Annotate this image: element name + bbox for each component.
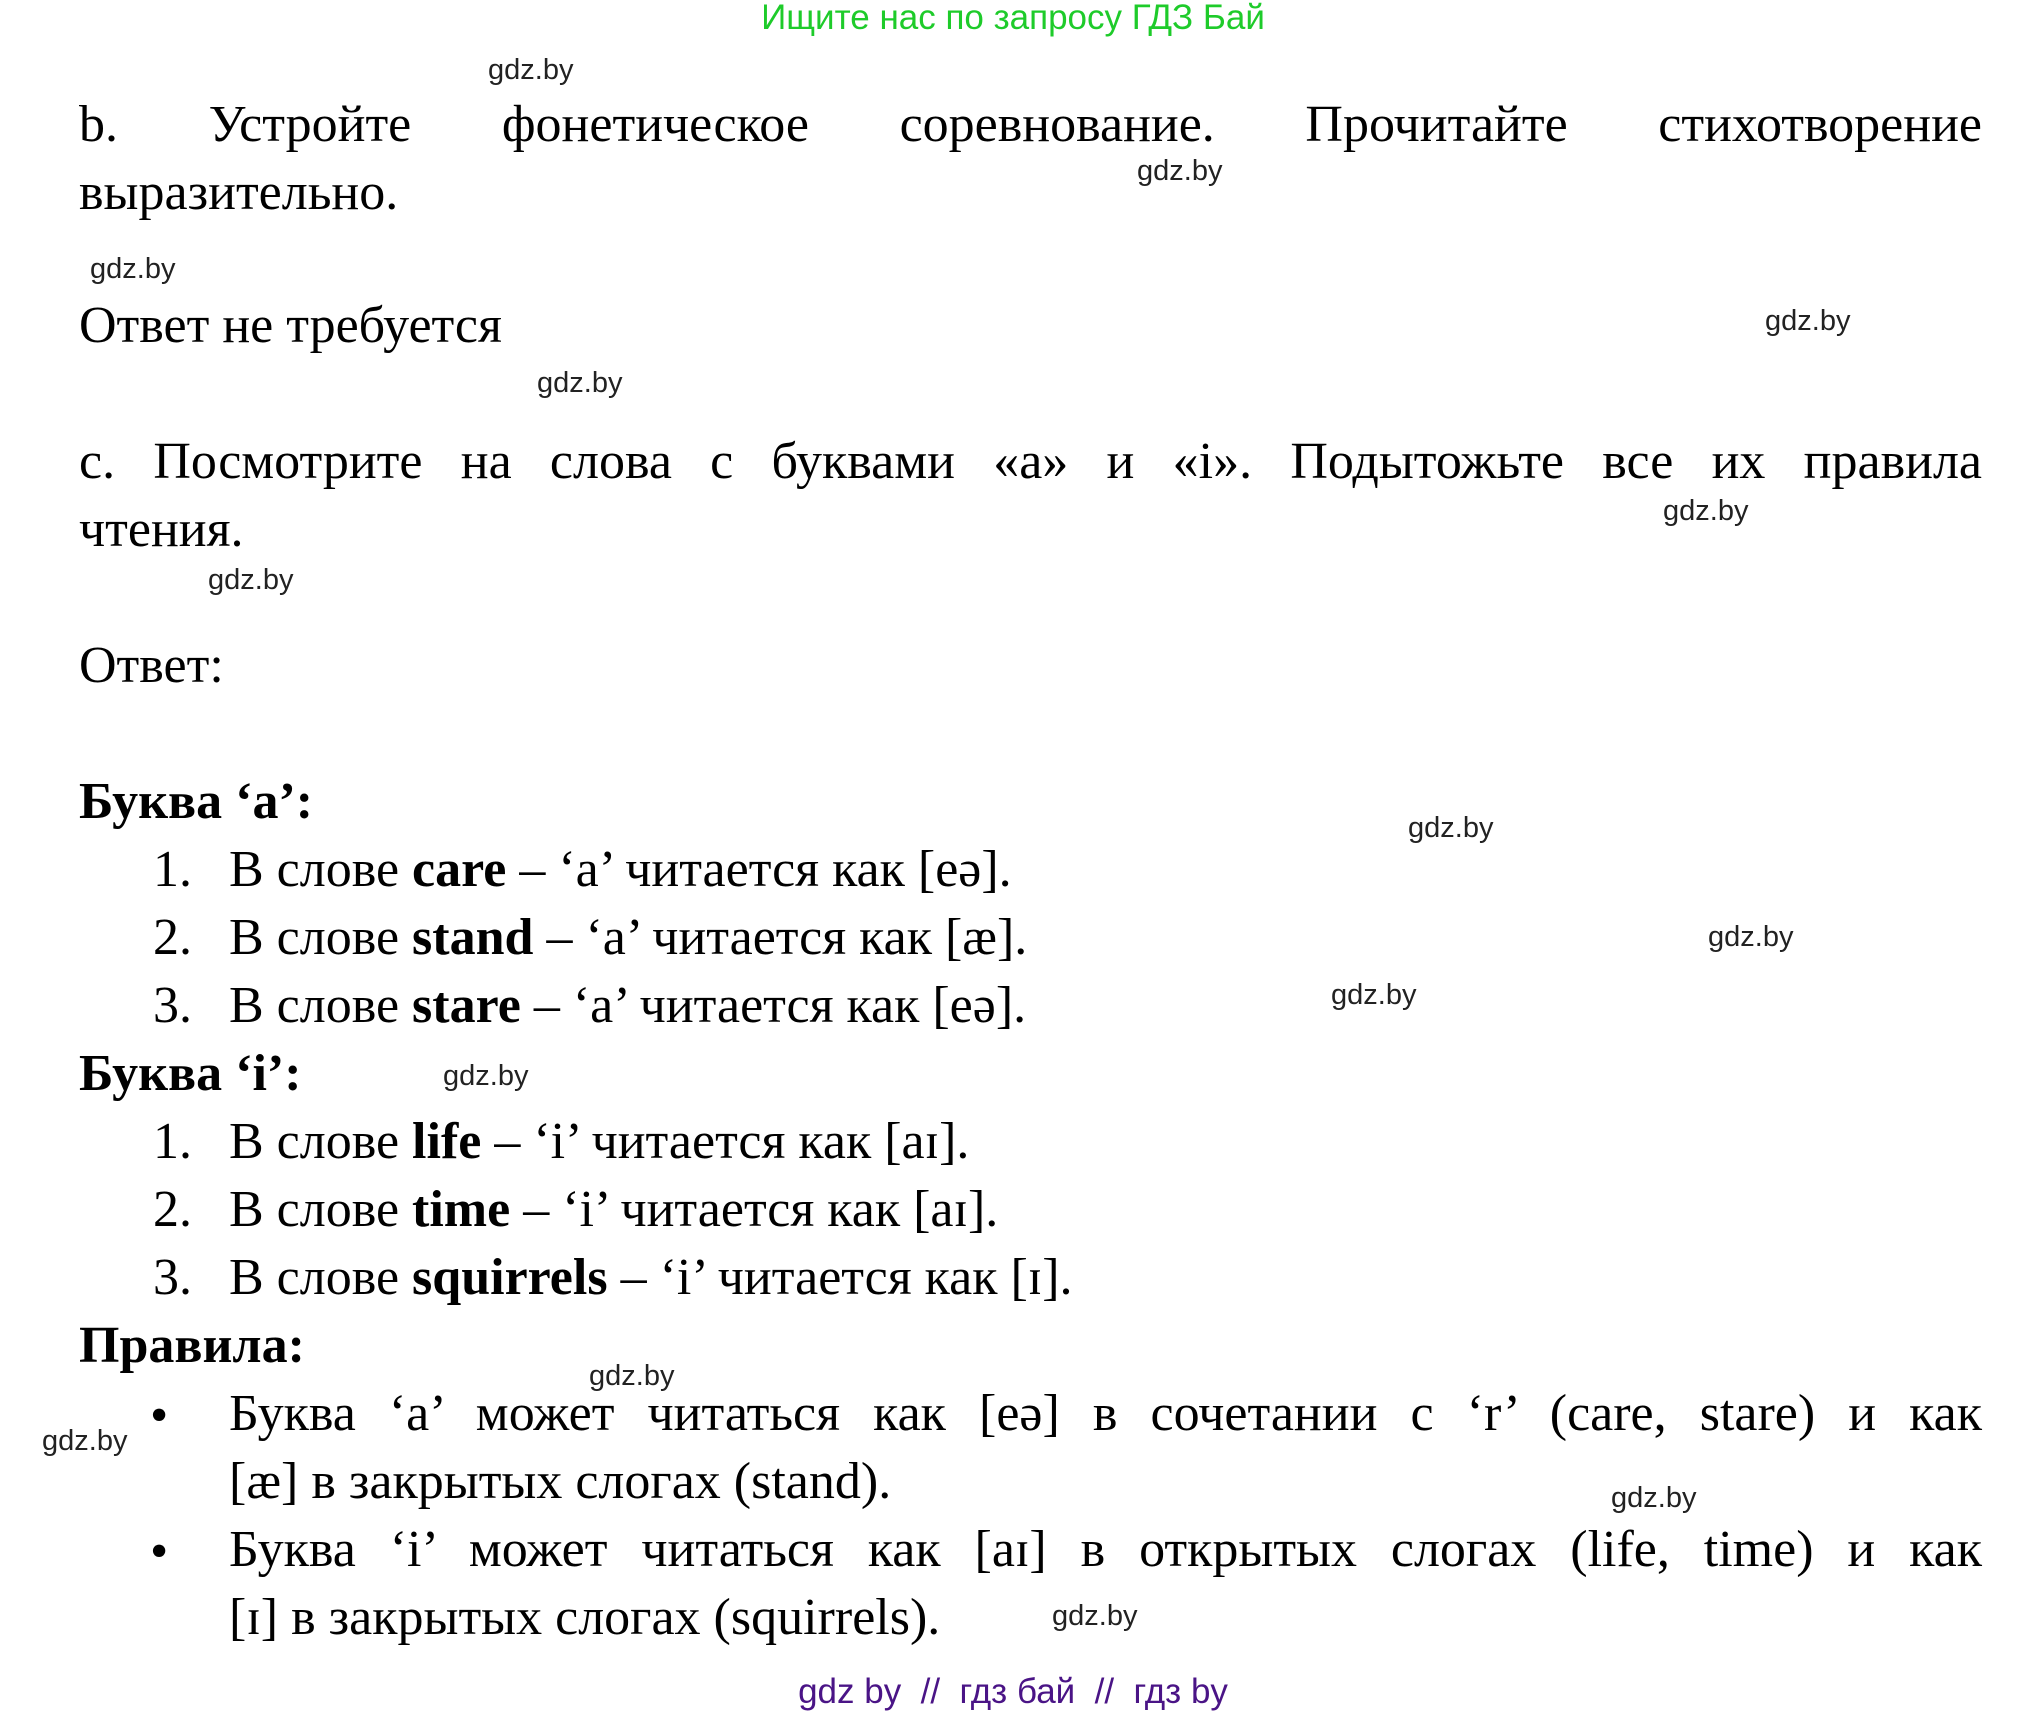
- task-c-answer-label: Ответ:: [79, 637, 224, 694]
- letter-a-heading: Буква ‘a’:: [79, 773, 314, 830]
- footer-site-links: gdz by // гдз бай // гдз by: [798, 1672, 1228, 1711]
- watermark: gdz.by: [1408, 812, 1494, 844]
- rule-i-line-2: [ɪ] в закрытых слогах (squirrels).: [229, 1589, 941, 1646]
- example-word: stand: [412, 909, 534, 966]
- watermark: gdz.by: [443, 1060, 529, 1092]
- list-item: 2. В слове time – ‘i’ читается как [aɪ].: [153, 1181, 999, 1238]
- task-c-line-2: чтения.: [79, 501, 244, 558]
- watermark: gdz.by: [42, 1425, 128, 1457]
- list-item: 2. В слове stand – ‘a’ читается как [æ].: [153, 909, 1028, 966]
- task-b-line-1: b. Устройте фонетическое соревнование. Прочитайте стихотворение: [79, 96, 1982, 153]
- watermark: gdz.by: [1765, 305, 1851, 337]
- bullet-icon: •: [150, 1523, 169, 1580]
- watermark: gdz.by: [1708, 921, 1794, 953]
- list-item: 1. В слове care – ‘a’ читается как [eə].: [153, 841, 1012, 898]
- example-word: life: [412, 1113, 482, 1170]
- rules-heading: Правила:: [79, 1317, 305, 1374]
- example-word: care: [412, 841, 507, 898]
- search-hint-banner: Ищите нас по запросу ГДЗ Бай: [761, 0, 1265, 37]
- watermark: gdz.by: [589, 1360, 675, 1392]
- letter-i-heading: Буква ‘i’:: [79, 1045, 302, 1102]
- rule-a-line-1: Буква ‘a’ может читаться как [eə] в сочетании с ‘r’ (care, stare) и как: [229, 1385, 1982, 1442]
- watermark: gdz.by: [90, 253, 176, 285]
- example-word: squirrels: [412, 1249, 608, 1306]
- watermark: gdz.by: [1663, 495, 1749, 527]
- watermark: gdz.by: [537, 367, 623, 399]
- watermark: gdz.by: [208, 564, 294, 596]
- watermark: gdz.by: [488, 54, 574, 86]
- watermark: gdz.by: [1052, 1600, 1138, 1632]
- rule-i-line-1: Буква ‘i’ может читаться как [aɪ] в открытых слогах (life, time) и как: [229, 1521, 1982, 1578]
- watermark: gdz.by: [1137, 155, 1223, 187]
- task-b-line-2: выразительно.: [79, 164, 399, 221]
- watermark: gdz.by: [1611, 1482, 1697, 1514]
- task-b-answer: Ответ не требуется: [79, 297, 502, 354]
- task-c-line-1: c. Посмотрите на слова с буквами «a» и «i». Подытожьте все их правила: [79, 433, 1982, 490]
- list-item: 3. В слове stare – ‘a’ читается как [eə].: [153, 977, 1027, 1034]
- list-item: 1. В слове life – ‘i’ читается как [aɪ].: [153, 1113, 970, 1170]
- watermark: gdz.by: [1331, 979, 1417, 1011]
- rule-a-line-2: [æ] в закрытых слогах (stand).: [229, 1453, 892, 1510]
- list-item: 3. В слове squirrels – ‘i’ читается как [ɪ].: [153, 1249, 1073, 1306]
- example-word: time: [412, 1181, 511, 1238]
- bullet-icon: •: [150, 1387, 169, 1444]
- example-word: stare: [412, 977, 521, 1034]
